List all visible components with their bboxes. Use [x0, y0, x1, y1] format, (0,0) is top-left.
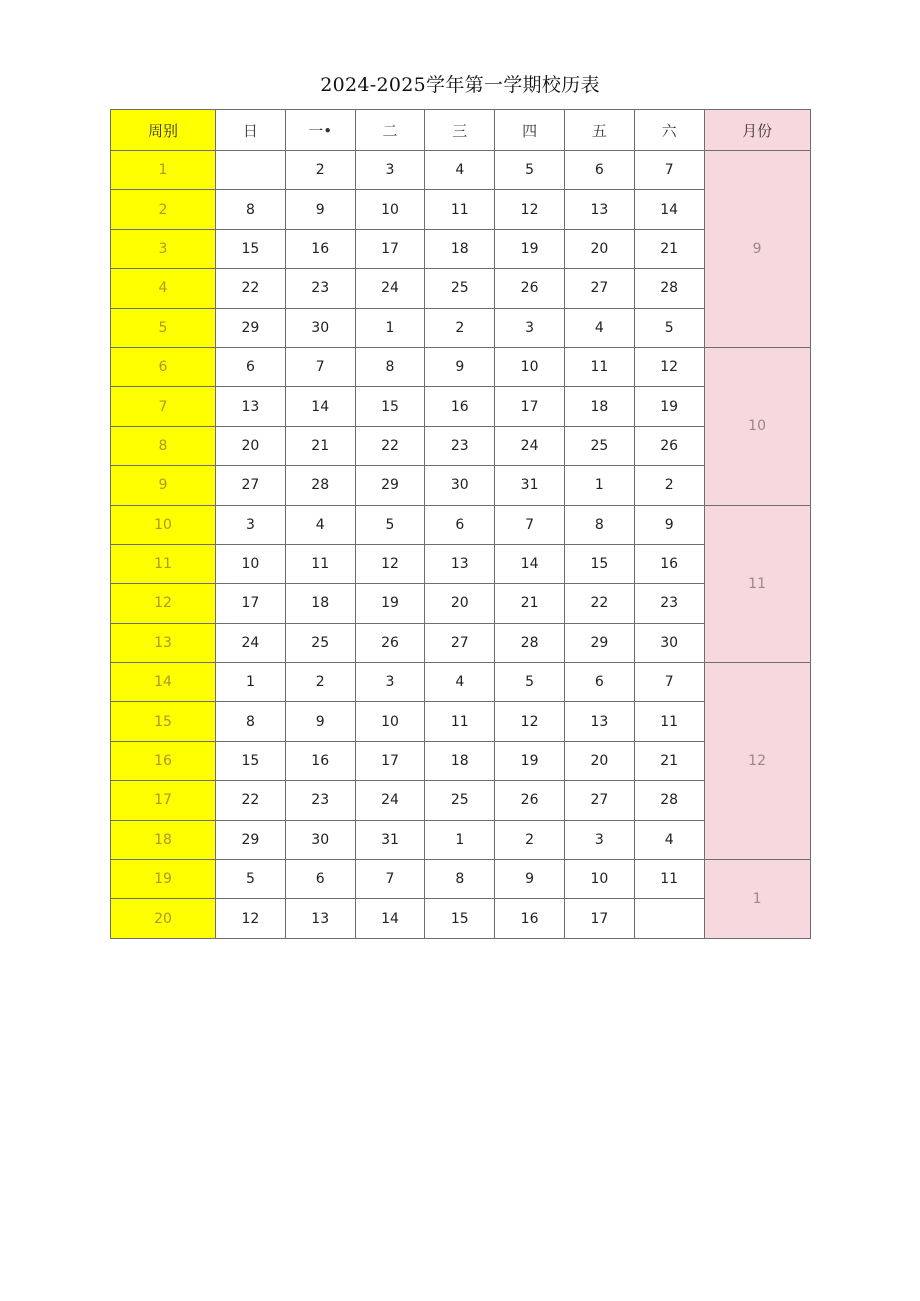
table-row — [111, 347, 811, 386]
date-cell: 18 — [285, 584, 355, 623]
date-cell: 17 — [495, 387, 565, 426]
week-column-header: 周别 — [111, 110, 216, 151]
date-cell: 5 — [495, 151, 565, 190]
date-cell: 14 — [495, 544, 565, 583]
date-cell: 30 — [634, 623, 704, 662]
date-cell: 4 — [285, 505, 355, 544]
date-cell: 23 — [285, 269, 355, 308]
date-cell: 24 — [355, 269, 425, 308]
day-header-thu: 四 — [495, 110, 565, 151]
table-row — [111, 151, 811, 190]
day-header-sun: 日 — [216, 110, 286, 151]
date-cell: 14 — [285, 387, 355, 426]
date-cell: 13 — [216, 387, 286, 426]
date-cell: 11 — [634, 702, 704, 741]
month-column-header: 月份 — [704, 110, 810, 151]
date-cell: 6 — [285, 860, 355, 899]
week-number-cell: 18 — [111, 820, 216, 859]
date-cell: 30 — [285, 820, 355, 859]
table-row — [111, 505, 811, 544]
date-cell: 2 — [285, 663, 355, 702]
date-cell: 13 — [285, 899, 355, 938]
date-cell: 7 — [634, 663, 704, 702]
date-cell: 24 — [495, 426, 565, 465]
date-cell: 21 — [495, 584, 565, 623]
week-number-cell: 7 — [111, 387, 216, 426]
date-cell: 14 — [355, 899, 425, 938]
week-number-cell: 1 — [111, 151, 216, 190]
month-label-cell: 12 — [704, 663, 810, 860]
date-cell: 18 — [425, 229, 495, 268]
date-cell: 12 — [495, 190, 565, 229]
date-cell: 10 — [355, 702, 425, 741]
date-cell: 10 — [355, 190, 425, 229]
date-cell: 31 — [495, 466, 565, 505]
date-cell: 6 — [425, 505, 495, 544]
date-cell: 11 — [425, 702, 495, 741]
calendar-table — [110, 109, 811, 939]
week-number-cell: 11 — [111, 544, 216, 583]
date-cell: 27 — [425, 623, 495, 662]
date-cell: 28 — [495, 623, 565, 662]
date-cell: 7 — [355, 860, 425, 899]
week-number-cell: 19 — [111, 860, 216, 899]
date-cell: 6 — [564, 151, 634, 190]
date-cell: 25 — [425, 781, 495, 820]
date-cell: 15 — [355, 387, 425, 426]
date-cell: 29 — [216, 820, 286, 859]
table-row — [111, 860, 811, 899]
date-cell: 22 — [564, 584, 634, 623]
date-cell: 21 — [634, 229, 704, 268]
date-cell: 9 — [634, 505, 704, 544]
date-cell: 25 — [285, 623, 355, 662]
date-cell — [634, 899, 704, 938]
date-cell: 18 — [564, 387, 634, 426]
date-cell: 31 — [355, 820, 425, 859]
week-number-cell: 6 — [111, 347, 216, 386]
month-label-cell: 11 — [704, 505, 810, 663]
date-cell: 1 — [425, 820, 495, 859]
date-cell: 6 — [216, 347, 286, 386]
date-cell: 28 — [634, 269, 704, 308]
date-cell: 3 — [355, 663, 425, 702]
date-cell: 24 — [355, 781, 425, 820]
date-cell: 16 — [634, 544, 704, 583]
date-cell: 1 — [355, 308, 425, 347]
page-title: 2024-2025学年第一学期校历表 — [320, 74, 600, 96]
date-cell: 13 — [564, 190, 634, 229]
date-cell: 17 — [355, 229, 425, 268]
date-cell: 26 — [495, 269, 565, 308]
date-cell — [216, 151, 286, 190]
date-cell: 8 — [216, 702, 286, 741]
date-cell: 11 — [564, 347, 634, 386]
date-cell: 21 — [634, 741, 704, 780]
month-label-cell: 1 — [704, 860, 810, 939]
date-cell: 11 — [634, 860, 704, 899]
date-cell: 20 — [564, 741, 634, 780]
date-cell: 22 — [355, 426, 425, 465]
date-cell: 12 — [355, 544, 425, 583]
date-cell: 20 — [216, 426, 286, 465]
date-cell: 8 — [425, 860, 495, 899]
date-cell: 25 — [564, 426, 634, 465]
date-cell: 20 — [425, 584, 495, 623]
date-cell: 2 — [495, 820, 565, 859]
date-cell: 19 — [495, 741, 565, 780]
day-header-fri: 五 — [564, 110, 634, 151]
day-header-mon: 一• — [285, 110, 355, 151]
date-cell: 14 — [634, 190, 704, 229]
table-row — [111, 663, 811, 702]
date-cell: 27 — [564, 781, 634, 820]
day-header-wed: 三 — [425, 110, 495, 151]
date-cell: 2 — [425, 308, 495, 347]
date-cell: 9 — [495, 860, 565, 899]
date-cell: 12 — [495, 702, 565, 741]
week-number-cell: 17 — [111, 781, 216, 820]
date-cell: 2 — [634, 466, 704, 505]
day-header-tue: 二 — [355, 110, 425, 151]
date-cell: 4 — [564, 308, 634, 347]
header-row — [111, 110, 811, 151]
week-number-cell: 13 — [111, 623, 216, 662]
date-cell: 15 — [216, 741, 286, 780]
date-cell: 5 — [216, 860, 286, 899]
month-label-cell: 9 — [704, 151, 810, 348]
date-cell: 3 — [216, 505, 286, 544]
date-cell: 13 — [425, 544, 495, 583]
date-cell: 3 — [495, 308, 565, 347]
date-cell: 19 — [355, 584, 425, 623]
date-cell: 26 — [355, 623, 425, 662]
date-cell: 7 — [495, 505, 565, 544]
date-cell: 5 — [495, 663, 565, 702]
date-cell: 4 — [425, 151, 495, 190]
date-cell: 24 — [216, 623, 286, 662]
month-label-cell: 10 — [704, 347, 810, 505]
date-cell: 26 — [495, 781, 565, 820]
date-cell: 30 — [285, 308, 355, 347]
day-header-sat: 六 — [634, 110, 704, 151]
calendar-body — [111, 151, 811, 939]
date-cell: 22 — [216, 269, 286, 308]
date-cell: 22 — [216, 781, 286, 820]
date-cell: 29 — [216, 308, 286, 347]
date-cell: 3 — [355, 151, 425, 190]
date-cell: 2 — [285, 151, 355, 190]
date-cell: 19 — [634, 387, 704, 426]
date-cell: 17 — [216, 584, 286, 623]
date-cell: 28 — [634, 781, 704, 820]
date-cell: 17 — [564, 899, 634, 938]
date-cell: 20 — [564, 229, 634, 268]
date-cell: 16 — [425, 387, 495, 426]
date-cell: 19 — [495, 229, 565, 268]
date-cell: 8 — [355, 347, 425, 386]
date-cell: 25 — [425, 269, 495, 308]
date-cell: 10 — [564, 860, 634, 899]
week-number-cell: 16 — [111, 741, 216, 780]
week-number-cell: 14 — [111, 663, 216, 702]
date-cell: 12 — [634, 347, 704, 386]
date-cell: 7 — [285, 347, 355, 386]
date-cell: 18 — [425, 741, 495, 780]
week-number-cell: 4 — [111, 269, 216, 308]
date-cell: 11 — [425, 190, 495, 229]
date-cell: 4 — [425, 663, 495, 702]
date-cell: 10 — [216, 544, 286, 583]
date-cell: 16 — [285, 741, 355, 780]
date-cell: 15 — [216, 229, 286, 268]
week-number-cell: 10 — [111, 505, 216, 544]
date-cell: 23 — [634, 584, 704, 623]
date-cell: 11 — [285, 544, 355, 583]
date-cell: 4 — [634, 820, 704, 859]
date-cell: 16 — [495, 899, 565, 938]
date-cell: 27 — [216, 466, 286, 505]
date-cell: 21 — [285, 426, 355, 465]
week-number-cell: 20 — [111, 899, 216, 938]
date-cell: 29 — [564, 623, 634, 662]
date-cell: 1 — [216, 663, 286, 702]
date-cell: 29 — [355, 466, 425, 505]
date-cell: 13 — [564, 702, 634, 741]
date-cell: 30 — [425, 466, 495, 505]
date-cell: 5 — [634, 308, 704, 347]
date-cell: 28 — [285, 466, 355, 505]
date-cell: 26 — [634, 426, 704, 465]
date-cell: 12 — [216, 899, 286, 938]
date-cell: 16 — [285, 229, 355, 268]
week-number-cell: 12 — [111, 584, 216, 623]
date-cell: 6 — [564, 663, 634, 702]
date-cell: 3 — [564, 820, 634, 859]
date-cell: 9 — [285, 190, 355, 229]
week-number-cell: 15 — [111, 702, 216, 741]
date-cell: 27 — [564, 269, 634, 308]
date-cell: 7 — [634, 151, 704, 190]
date-cell: 8 — [564, 505, 634, 544]
week-number-cell: 2 — [111, 190, 216, 229]
date-cell: 15 — [564, 544, 634, 583]
date-cell: 5 — [355, 505, 425, 544]
date-cell: 17 — [355, 741, 425, 780]
date-cell: 9 — [425, 347, 495, 386]
week-number-cell: 5 — [111, 308, 216, 347]
date-cell: 23 — [425, 426, 495, 465]
date-cell: 9 — [285, 702, 355, 741]
week-number-cell: 8 — [111, 426, 216, 465]
date-cell: 10 — [495, 347, 565, 386]
date-cell: 8 — [216, 190, 286, 229]
week-number-cell: 9 — [111, 466, 216, 505]
date-cell: 15 — [425, 899, 495, 938]
date-cell: 23 — [285, 781, 355, 820]
date-cell: 1 — [564, 466, 634, 505]
week-number-cell: 3 — [111, 229, 216, 268]
